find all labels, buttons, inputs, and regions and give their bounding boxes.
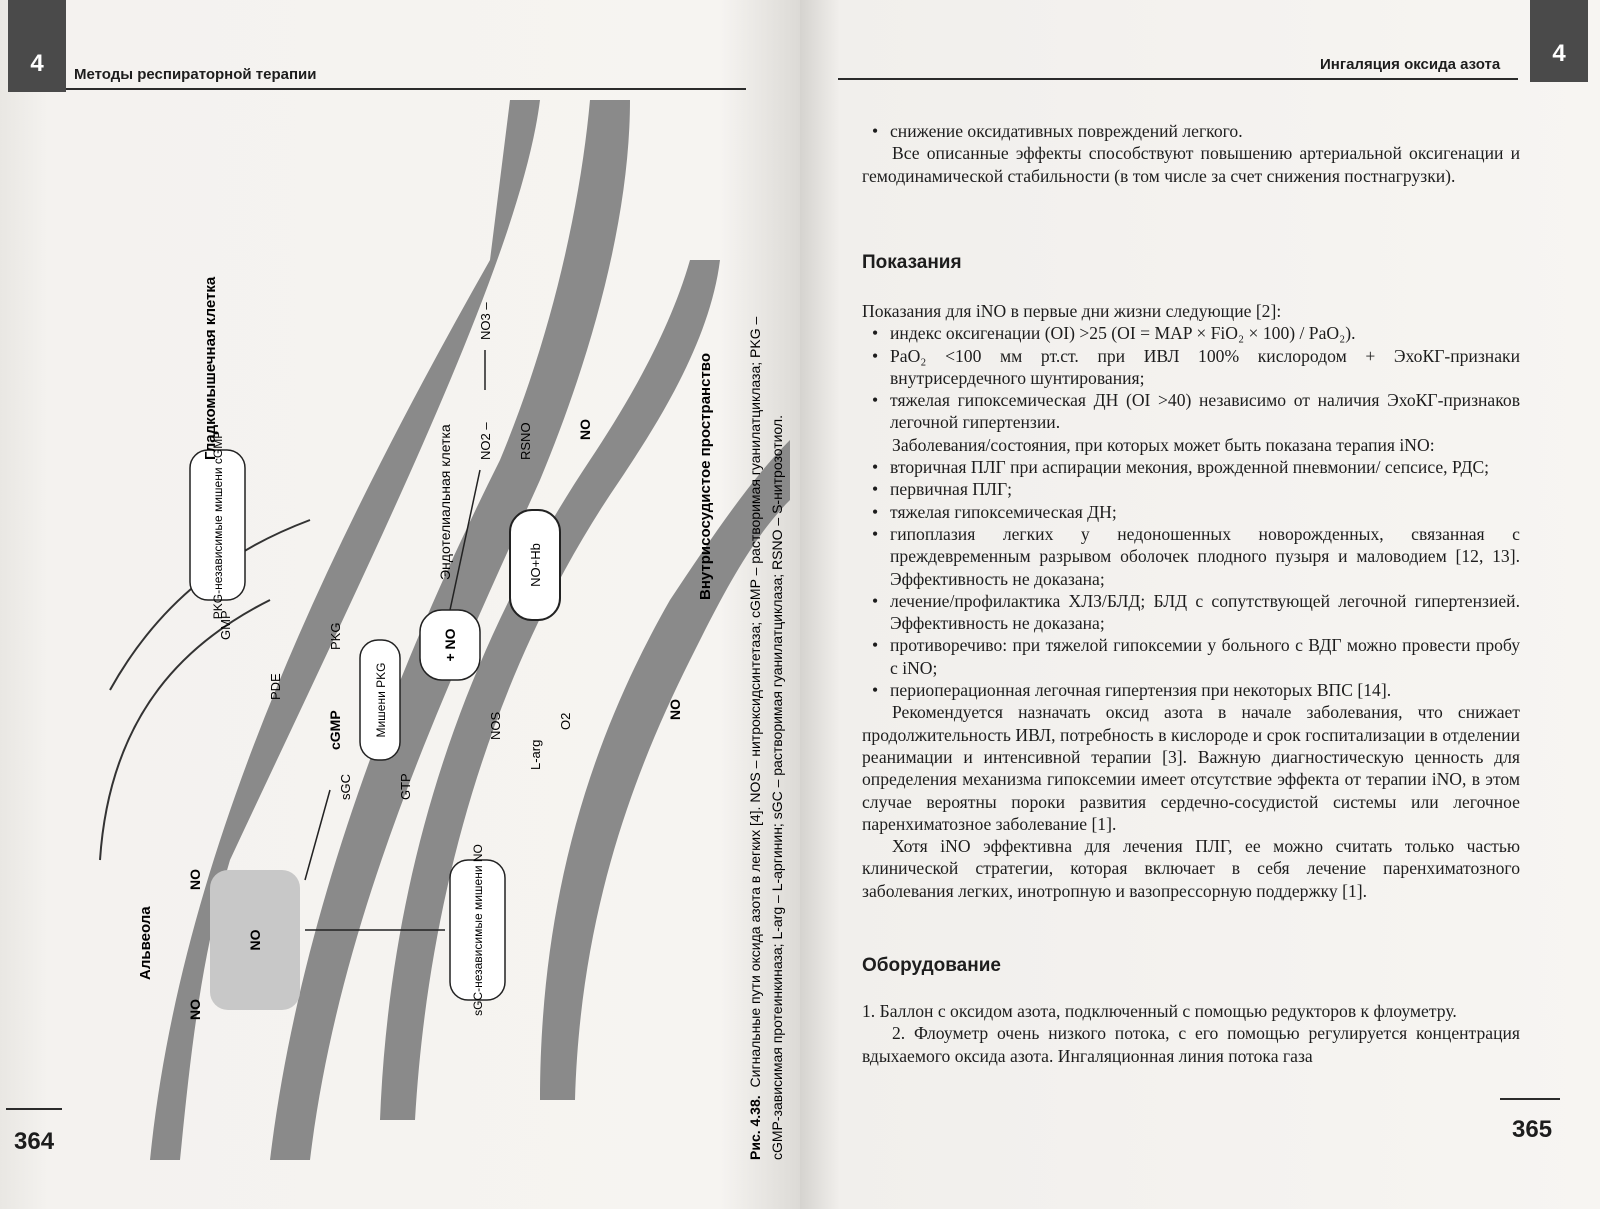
cgmp-label: cGMP <box>327 710 343 750</box>
no2-label: NO2 – <box>478 422 493 460</box>
list-item: • противоречиво: при тяжелой гипоксемии у больного с ВДГ можно провести пробу с iNO; <box>862 634 1520 679</box>
indications-body <box>862 300 1520 902</box>
list-item: • снижение оксидативных повреждений легкого. <box>862 120 1520 142</box>
sgc-independent-label: sGC-независимые мишени NO <box>471 844 485 1016</box>
rsno-label: RSNO <box>518 422 533 460</box>
paragraph: Показания для iNO в первые дни жизни следующие [2]: <box>862 301 1282 321</box>
chapter-tab <box>8 0 66 92</box>
paragraph: Заболевания/состояния, при которых может быть показана терапия iNO: <box>892 434 1435 455</box>
list-item: • тяжелая гипоксемическая ДН; <box>862 501 1520 523</box>
equipment-body <box>862 1000 1520 1067</box>
no-intravascular: NO <box>577 419 593 440</box>
header-rule <box>66 88 746 90</box>
chapter-tab <box>1530 0 1588 82</box>
smooth-muscle-label: Гладкомышечная клетка <box>202 276 219 460</box>
footer-rule <box>1500 1098 1560 1100</box>
pkg-label: PKG <box>328 622 343 650</box>
paragraph: 1. Баллон с оксидом азота, подключенный с помощью редукторов к флоуметру. <box>862 1001 1457 1021</box>
no3-label: NO3 – <box>478 302 493 340</box>
paragraph: Хотя iNO эффективна для лечения ПЛГ, ее можно считать только частью клинической стратегии, которая включает в себя лечение паренхиматозного заболевания легких, инотропную и вазопрессорную поддержку [1]. <box>862 836 1520 901</box>
endothelial-label: Эндотелиальная клетка <box>437 424 453 580</box>
alveolus-no-label: NO <box>247 929 263 951</box>
list-item: • PaO₂ <100 мм рт.ст. при ИВЛ 100% кислородом + ЭхоКГ-признаки внутрисердечного шунтирования; <box>862 345 1520 390</box>
gtp-label: GTP <box>398 773 413 800</box>
plus-no-label: + NO <box>442 628 458 662</box>
heading-equipment: Оборудование <box>862 955 1001 976</box>
list-item: • лечение/профилактика ХЛЗ/БЛД; БЛД с сопутствующей легочной гипертензией. Эффективность не доказана; <box>862 590 1520 635</box>
list-item: • гипоплазия легких у недоношенных новорожденных, связанная с преждевременным разрывом оболочек плодного пузыря и маловодием [12, 13]. Эффективность не доказана; <box>862 523 1520 590</box>
list-item: • первичная ПЛГ; <box>862 478 1520 500</box>
pkg-targets-label: Мишени PKG <box>374 662 388 738</box>
running-title: Ингаляция оксида азота <box>1320 56 1501 73</box>
alveolus-label: Альвеола <box>137 906 154 980</box>
list-item: • периоперационная легочная гипертензия при некоторых ВПС [14]. <box>862 679 1520 701</box>
o2-label: O2 <box>558 712 573 730</box>
paragraph: Рекомендуется назначать оксид азота в начале заболевания, что снижает продолжительность ИВЛ, потребность в кислороде и срок госпитализации в отделении реанимации и интенсивной терапии [3]. Важную диагностическую ценность для определения механизма гипоксемии имеет отсутствие эффекта от терапии iNO, в этом случае вероятны пороки развития сердечно-сосудистой системы или легочное паренхиматозное заболевание [1]. <box>862 702 1520 834</box>
no-bottom: NO <box>667 699 683 720</box>
list-item: • вторичная ПЛГ при аспирации мекония, врожденной пневмонии/ сепсисе, РДС; <box>862 456 1520 478</box>
list-item: • индекс оксигенации (OI) >25 (OI = MAP × FiO₂ × 100) / PaO₂). <box>862 322 1520 344</box>
pkg-independent-label: PKG-независимые мишени cGMP <box>211 430 225 620</box>
running-title: Методы респираторной терапии <box>74 66 317 83</box>
page-number: 364 <box>14 1128 55 1155</box>
no-hb-label: NO+Hb <box>528 543 543 587</box>
no-left: NO <box>187 999 203 1020</box>
equipment-section <box>862 955 1520 977</box>
sgc-label: sGC <box>338 774 353 800</box>
chapter-number: 4 <box>30 50 44 77</box>
no-right: NO <box>187 869 203 890</box>
header-rule <box>838 78 1518 80</box>
paragraph: Все описанные эффекты способствуют повышению артериальной оксигенации и гемодинамической стабильности (в том числе за счет снижения постнагрузки). <box>862 143 1520 186</box>
figure-caption-line2: cGMP-зависимая протеинкиназа; L-arg – L-аргинин; sGC – растворимая гуанилатциклаза; RSNO – S-нитрозотиол. <box>769 415 785 1160</box>
heading-indications: Показания <box>862 252 962 273</box>
pde-label: PDE <box>268 673 283 700</box>
no-signaling-diagram <box>70 100 790 1160</box>
figure-caption-line1: Рис. 4.38. Сигнальные пути оксида азота в легких [4]. NOS – нитроксидсинтетаза; cGMP – растворимая гуанилатциклаза; PKG – <box>747 316 763 1160</box>
paragraph: 2. Флоуметр очень низкого потока, с его помощью регулируется концентрация вдыхаемого оксида азота. Ингаляционная линия потока газа <box>862 1023 1520 1066</box>
intravascular-label: Внутрисосудистое пространство <box>697 353 714 600</box>
larg-label: L-arg <box>528 739 543 770</box>
conditions-list <box>862 456 1520 701</box>
right-body-top <box>862 120 1520 187</box>
footer-rule <box>6 1108 62 1110</box>
list-item: • тяжелая гипоксемическая ДН (OI >40) независимо от наличия ЭхоКГ-признаков легочной гипертензии. <box>862 389 1520 434</box>
gmp-label: GMP <box>218 610 233 640</box>
page-number: 365 <box>1512 1116 1553 1143</box>
indications-list <box>862 322 1520 433</box>
indications-section <box>862 252 1520 274</box>
chapter-number: 4 <box>1552 40 1566 67</box>
nos-label: NOS <box>488 711 503 740</box>
